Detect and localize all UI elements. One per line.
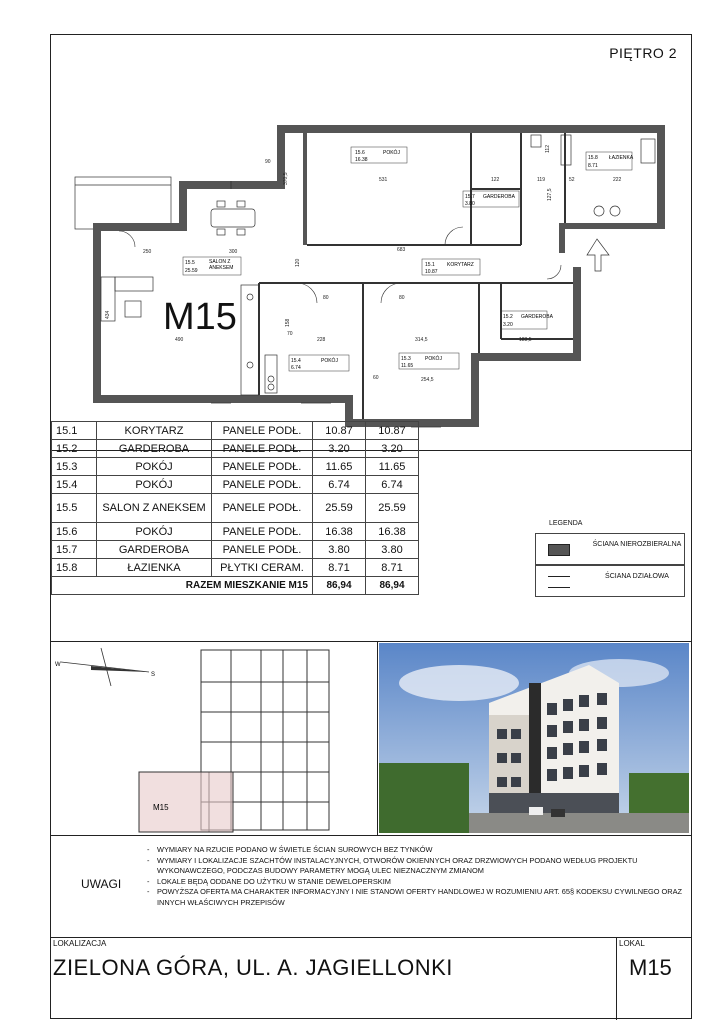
svg-text:3.80: 3.80 [465, 201, 475, 207]
notes-label: UWAGI [81, 877, 122, 891]
floor-plan [51, 35, 691, 447]
legend-swatch-solid [548, 544, 570, 556]
table-cell-name: POKÓJ [97, 458, 212, 476]
floor-label: PIĘTRO 2 [609, 45, 677, 61]
note-item: - WYMIARY I LOKALIZACJE SZACHTÓW INSTALACYJNYCH, OTWORÓW OKIENNYCH ORAZ DRZWIOWYCH PODANO WEDŁUG PROJEKTU WYKONAWCZEGO, PODCZAS BUDOWY PARAMETRY MOGĄ ULEC NIEZNACZNYM ZMIANOM [147, 856, 687, 877]
svg-text:250: 250 [143, 249, 152, 255]
table-row [52, 541, 419, 559]
svg-text:KORYTARZ: KORYTARZ [447, 262, 474, 268]
room-name-156: POKÓJ [383, 150, 400, 156]
svg-text:434: 434 [105, 310, 111, 319]
svg-text:3.20: 3.20 [503, 322, 513, 328]
svg-text:80: 80 [399, 295, 405, 301]
table-cell-floor: PŁYTKI CERAM. [212, 559, 313, 577]
legend-title: LEGENDA [549, 520, 583, 527]
key-plan [51, 642, 378, 836]
svg-text:314,5: 314,5 [415, 337, 428, 343]
table-cell-a1: 8.71 [313, 559, 366, 577]
svg-text:228: 228 [317, 337, 326, 343]
table-total-row [52, 577, 419, 595]
note-item: - LOKALE BĘDĄ ODDANE DO UŻYTKU W STANIE DEWELOPERSKIM [147, 877, 687, 888]
table-cell-a2: 25.59 [366, 494, 419, 523]
svg-text:POKÓJ: POKÓJ [425, 356, 442, 362]
table-cell-name: GARDEROBA [97, 440, 212, 458]
svg-text:122: 122 [491, 177, 500, 183]
total-area: 86,94 [366, 577, 419, 595]
lokal-value: M15 [629, 955, 672, 980]
svg-text:10.87: 10.87 [425, 269, 438, 275]
table-cell-a1: 25.59 [313, 494, 366, 523]
table-row [52, 476, 419, 494]
svg-text:683: 683 [397, 247, 406, 253]
legend-label: ŚCIANA NIEROZBIERALNA [592, 541, 682, 548]
divider [51, 937, 691, 938]
svg-text:ANEKSEM: ANEKSEM [209, 265, 234, 271]
svg-text:15.7: 15.7 [465, 194, 475, 200]
svg-text:15.4: 15.4 [291, 358, 301, 364]
table-cell-name: POKÓJ [97, 476, 212, 494]
svg-text:W: W [55, 662, 61, 668]
svg-text:8.71: 8.71 [588, 163, 598, 169]
building-render-image [379, 643, 689, 833]
table-row [52, 422, 419, 440]
table-cell-floor: PANELE PODŁ. [212, 494, 313, 523]
table-cell-name: SALON Z ANEKSEM [97, 494, 212, 523]
location-text: ZIELONA GÓRA, UL. A. JAGIELLONKI [53, 955, 453, 980]
legend-item-load-bearing [535, 533, 685, 565]
svg-text:119: 119 [537, 177, 545, 183]
table-cell-a1: 16.38 [313, 523, 366, 541]
table-cell-floor: PANELE PODŁ. [212, 458, 313, 476]
note-item: - POWYŻSZA OFERTA MA CHARAKTER INFORMACYJNY I NIE STANOWI OFERTY HANDLOWEJ W ROZUMIENIU ART. 65§ KODEKSU CYWILNEGO ORAZ INNYCH WŁAŚCIWYCH PRZEPISÓW [147, 887, 687, 908]
note-item: - WYMIARY NA RZUCIE PODANO W ŚWIETLE ŚCIAN SUROWYCH BEZ TYNKÓW [147, 845, 687, 856]
table-cell-floor: PANELE PODŁ. [212, 541, 313, 559]
svg-text:15.1: 15.1 [425, 262, 435, 268]
svg-text:531: 531 [379, 177, 388, 183]
table-cell-a2: 10.87 [366, 422, 419, 440]
table-cell-no: 15.3 [52, 458, 97, 476]
table-cell-a2: 6.74 [366, 476, 419, 494]
table-cell-a2: 8.71 [366, 559, 419, 577]
svg-text:11.65: 11.65 [401, 363, 414, 369]
svg-text:120: 120 [295, 258, 301, 267]
divider [51, 835, 691, 836]
lokal-label: LOKAL [619, 939, 645, 948]
table-cell-name: KORYTARZ [97, 422, 212, 440]
table-cell-no: 15.7 [52, 541, 97, 559]
svg-text:127,5: 127,5 [547, 188, 553, 201]
svg-text:M15: M15 [153, 803, 169, 812]
svg-text:222: 222 [613, 177, 622, 183]
kitchen-icon [241, 285, 277, 395]
divider [616, 937, 617, 1020]
compass-icon [55, 648, 155, 686]
svg-text:15.2: 15.2 [503, 314, 513, 320]
table-cell-floor: PANELE PODŁ. [212, 440, 313, 458]
notes-list [147, 845, 687, 909]
table-cell-no: 15.5 [52, 494, 97, 523]
svg-text:112: 112 [545, 145, 551, 153]
table-cell-name: POKÓJ [97, 523, 212, 541]
table-cell-a2: 3.80 [366, 541, 419, 559]
table-row [52, 458, 419, 476]
total-label: RAZEM MIESZKANIE M15 [52, 577, 313, 595]
svg-text:90: 90 [265, 159, 271, 165]
legend-swatch-outline [548, 576, 570, 588]
table-cell-a2: 3.20 [366, 440, 419, 458]
table-cell-no: 15.8 [52, 559, 97, 577]
table-cell-floor: PANELE PODŁ. [212, 422, 313, 440]
legend-label: ŚCIANA DZIAŁOWA [605, 573, 669, 580]
table-cell-a2: 11.65 [366, 458, 419, 476]
table-cell-floor: PANELE PODŁ. [212, 476, 313, 494]
table-cell-a1: 10.87 [313, 422, 366, 440]
table-cell-name: GARDEROBA [97, 541, 212, 559]
plan-unit-label: M15 [163, 296, 237, 338]
table-cell-no: 15.2 [52, 440, 97, 458]
svg-text:POKÓJ: POKÓJ [321, 358, 338, 364]
table-cell-a1: 3.20 [313, 440, 366, 458]
svg-text:25.59: 25.59 [185, 268, 198, 274]
svg-text:183,5: 183,5 [519, 337, 532, 343]
svg-text:GARDEROBA: GARDEROBA [483, 194, 515, 200]
svg-text:S: S [151, 672, 156, 678]
svg-text:6.74: 6.74 [291, 365, 301, 371]
svg-text:158: 158 [285, 318, 291, 327]
svg-text:52: 52 [569, 177, 575, 183]
table-cell-a2: 16.38 [366, 523, 419, 541]
room-area-156: 16.38 [355, 157, 368, 163]
svg-text:254,5: 254,5 [421, 377, 434, 383]
svg-text:60: 60 [373, 375, 379, 381]
table-row [52, 440, 419, 458]
highlighted-unit [139, 772, 233, 832]
svg-text:15.5: 15.5 [185, 260, 195, 266]
entrance-arrow-icon [587, 239, 609, 271]
svg-text:370,5: 370,5 [283, 172, 289, 185]
dining-table-icon [211, 201, 255, 235]
table-row [52, 559, 419, 577]
svg-text:15.3: 15.3 [401, 356, 411, 362]
table-row [52, 523, 419, 541]
table-cell-floor: PANELE PODŁ. [212, 523, 313, 541]
load-bearing-walls [93, 125, 665, 427]
table-cell-no: 15.4 [52, 476, 97, 494]
svg-text:80: 80 [323, 295, 329, 301]
table-cell-a1: 11.65 [313, 458, 366, 476]
svg-text:ŁAZIENKA: ŁAZIENKA [609, 155, 634, 161]
room-no-156: 15.6 [355, 150, 365, 156]
location-label: LOKALIZACJA [53, 939, 107, 948]
table-cell-name: ŁAZIENKA [97, 559, 212, 577]
svg-text:70: 70 [287, 331, 293, 337]
svg-text:15.8: 15.8 [588, 155, 598, 161]
table-cell-a1: 3.80 [313, 541, 366, 559]
legend-item-partition [535, 565, 685, 597]
room-table [51, 421, 419, 595]
svg-text:GARDEROBA: GARDEROBA [521, 314, 553, 320]
table-row [52, 494, 419, 523]
table-cell-no: 15.1 [52, 422, 97, 440]
total-area: 86,94 [313, 577, 366, 595]
svg-text:SALON Z: SALON Z [209, 259, 231, 265]
table-cell-a1: 6.74 [313, 476, 366, 494]
svg-text:490: 490 [175, 337, 184, 343]
svg-text:300: 300 [229, 249, 238, 255]
table-cell-no: 15.6 [52, 523, 97, 541]
